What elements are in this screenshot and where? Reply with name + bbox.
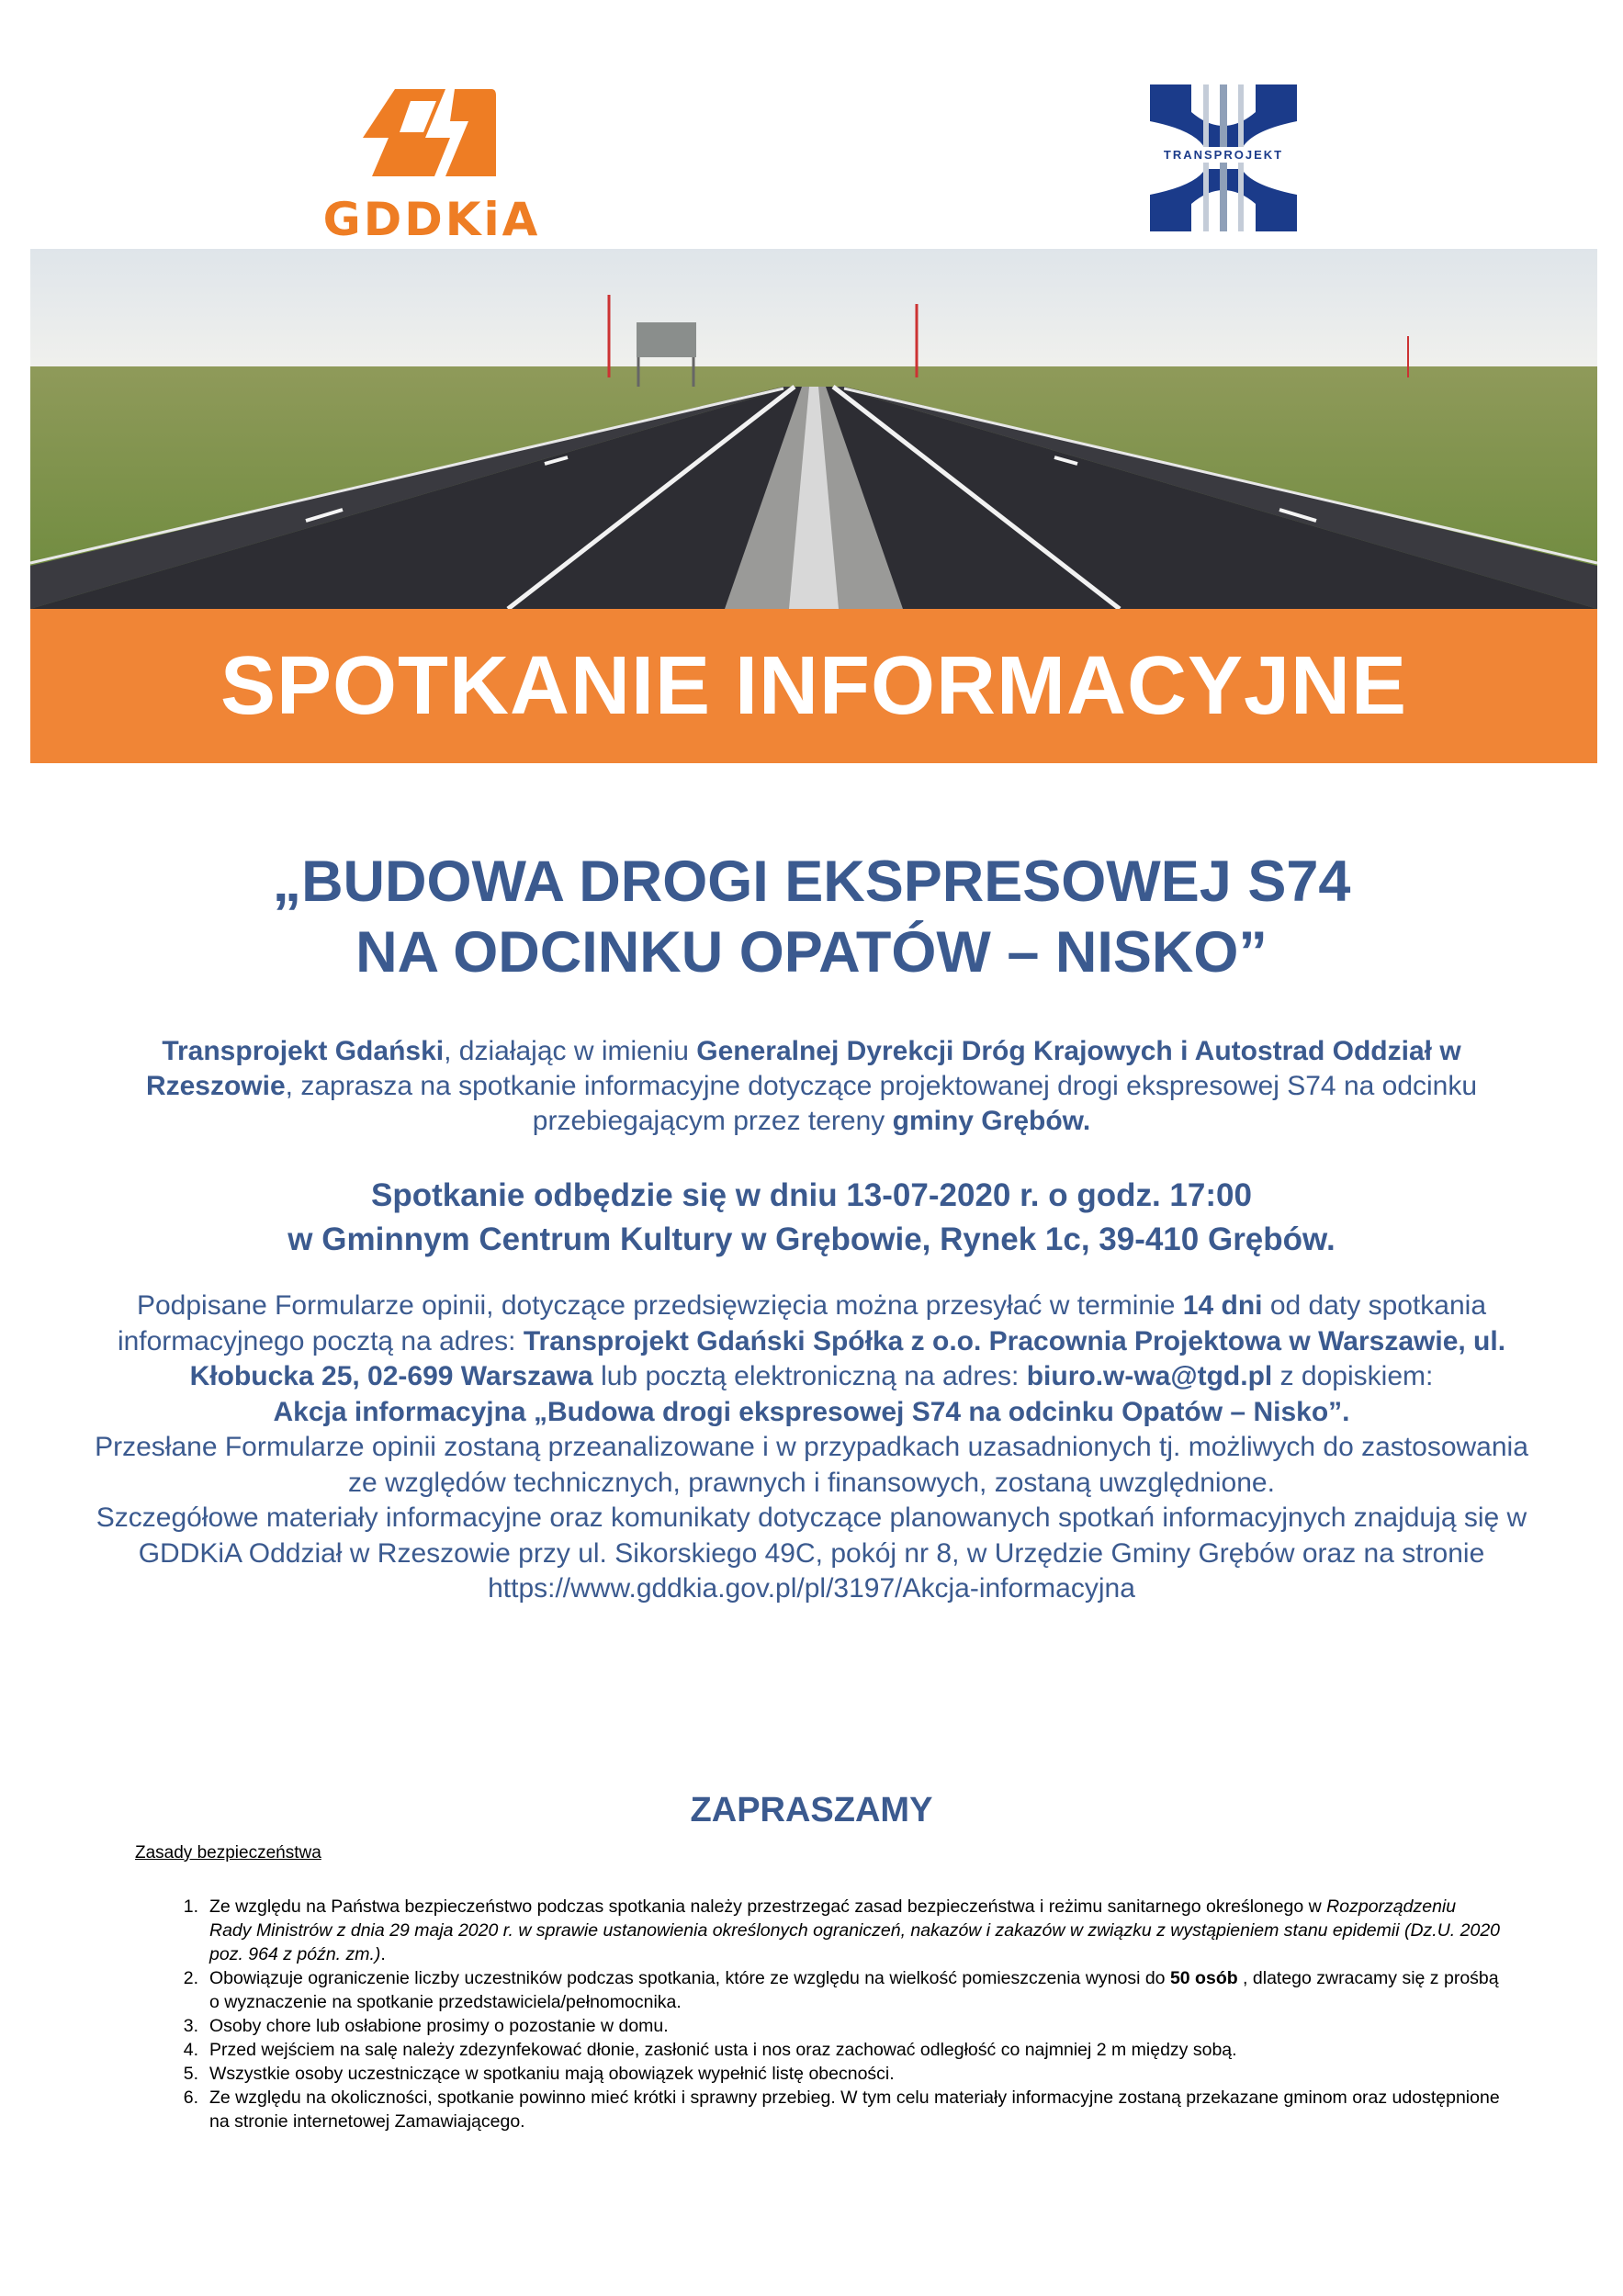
rule-text: Ze względu na okoliczności, spotkanie powinno mieć krótki i sprawny przebieg. W tym celu materiały informacyjne zostaną przekazane gminom oraz udostępnione na stronie internetowej Zamawiającego. (209, 2088, 1500, 2132)
rule-text: Przed wejściem na salę należy zdezynfekować dłonie, zasłonić usta i nos oraz zachować odległość co najmniej 2 m między sobą. (209, 2040, 1237, 2060)
rule-limit: 50 osób (1169, 1968, 1238, 1988)
body-text (92, 1289, 1531, 1607)
gddkia-logo (308, 84, 556, 246)
list-number: 6. (183, 2088, 198, 2108)
rule-text-end: , dlatego zwracamy się z prośbą o wyznaczenie na spotkanie przedstawiciela/pełnomocnika. (209, 1968, 1499, 2012)
submission-paragraph (92, 1289, 1531, 1395)
rule-text: Obowiązuje ograniczenie liczby uczestników podczas spotkania, które ze względu na wielkość pomieszczenia wynosi do (209, 1968, 1170, 1988)
list-item (165, 2038, 1502, 2062)
list-item (165, 1895, 1502, 1966)
meeting-date: Spotkanie odbędzie się w dniu 13-07-2020 r. o godz. 17:00 (371, 1177, 1252, 1213)
list-item (165, 2086, 1502, 2133)
submission-text-1: Podpisane Formularze opinii, dotyczące przedsięwzięcia można przesyłać w terminie (136, 1290, 1183, 1321)
transprojekt-logo (1150, 84, 1297, 231)
info-url-link[interactable]: https://www.gddkia.gov.pl/pl/3197/Akcja-informacyjna (488, 1573, 1135, 1604)
list-item (165, 1966, 1502, 2014)
meeting-info (110, 1174, 1513, 1262)
rule-text: Wszystkie osoby uczestniczące w spotkaniu mają obowiązek wypełnić listę obecności. (209, 2064, 895, 2084)
postal-address: Transprojekt Gdański Spółka z o.o. Pracownia Projektowa w Warszawie, ul. Kłobucka 25, 02-699 Warszawa (189, 1325, 1506, 1391)
submission-text-2: od daty spotkania informacyjnego pocztą na adres: (117, 1290, 1487, 1356)
rule-text-end: . (380, 1944, 386, 1964)
list-number: 4. (183, 2040, 198, 2060)
list-item (165, 2014, 1502, 2038)
campaign-name: Akcja informacyjna „Budowa drogi ekspresowej S74 na odcinku Opatów – Nisko”. (273, 1396, 1350, 1427)
list-number: 1. (183, 1896, 198, 1917)
submission-text-4: z dopiskiem: (1272, 1361, 1434, 1391)
list-number: 5. (183, 2064, 198, 2084)
gddkia-logo-text: GDDKiA (322, 193, 541, 246)
intro-paragraph (110, 1034, 1513, 1139)
highway-photo (30, 249, 1597, 609)
rules-heading: Zasady bezpieczeństwa (135, 1843, 321, 1863)
list-item (165, 2062, 1502, 2086)
project-title-line-1: „BUDOWA DROGI EKSPRESOWEJ S74 (272, 850, 1351, 914)
list-number: 2. (183, 1968, 198, 1988)
rule-regulation: Rozporządzeniu Rady Ministrów z dnia 29 maja 2020 r. w sprawie ustanowienia określonych ograniczeń, nakazów i zakazów w związku z wystąpieniem stanu epidemii (Dz.U. 2020 poz. 964 z późn. zm.) (209, 1896, 1501, 1964)
rule-text: Osoby chore lub osłabione prosimy o pozostanie w domu. (209, 2016, 669, 2036)
materials-paragraph: Szczegółowe materiały informacyjne oraz komunikaty dotyczące planowanych spotkań informacyjnych znajdują się w GDDKiA Oddział w Rzeszowie przy ul. Sikorskiego 49C, pokój nr 8, w Urzędzie Gminy Grębów oraz na stronie (96, 1503, 1527, 1569)
submission-text-3: lub pocztą elektroniczną na adres: (592, 1361, 1027, 1391)
email-address[interactable]: biuro.w-wa@tgd.pl (1026, 1361, 1273, 1391)
intro-text-2: , zaprasza na spotkanie informacyjne dotyczące projektowanej drogi ekspresowej S74 na odcinku przebiegającym przez tereny (285, 1071, 1478, 1136)
intro-company: Transprojekt Gdański (162, 1036, 445, 1066)
intro-text-1: , działając w imieniu (444, 1036, 697, 1066)
transprojekt-logo-text: TRANSPROJEKT (1150, 147, 1297, 163)
title-banner (30, 609, 1597, 763)
project-title (0, 847, 1623, 988)
gddkia-emblem-icon (308, 84, 556, 195)
meeting-location: w Gminnym Centrum Kultury w Grębowie, Rynek 1c, 39-410 Grębów. (287, 1221, 1336, 1257)
intro-municipality: gminy Grębów. (892, 1106, 1091, 1136)
rule-text: Ze względu na Państwa bezpieczeństwo podczas spotkania należy przestrzegać zasad bezpieczeństwa i reżimu sanitarnego określonego w (209, 1896, 1327, 1917)
intro-authority: Generalnej Dyrekcji Dróg Krajowych i Autostrad Oddział w Rzeszowie (145, 1036, 1461, 1101)
invitation-heading: ZAPRASZAMY (690, 1791, 933, 1829)
submission-deadline: 14 dni (1182, 1290, 1263, 1321)
list-number: 3. (183, 2016, 198, 2036)
review-paragraph: Przesłane Formularze opinii zostaną przeanalizowane i w przypadkach uzasadnionych tj. możliwych do zastosowania ze względów technicznych, prawnych i finansowych, zostaną uwzględnione. (95, 1432, 1528, 1498)
project-title-line-2: NA ODCINKU OPATÓW – NISKO” (355, 920, 1268, 985)
rules-list (165, 1895, 1502, 2133)
banner-title: SPOTKANIE INFORMACYJNE (220, 639, 1408, 732)
